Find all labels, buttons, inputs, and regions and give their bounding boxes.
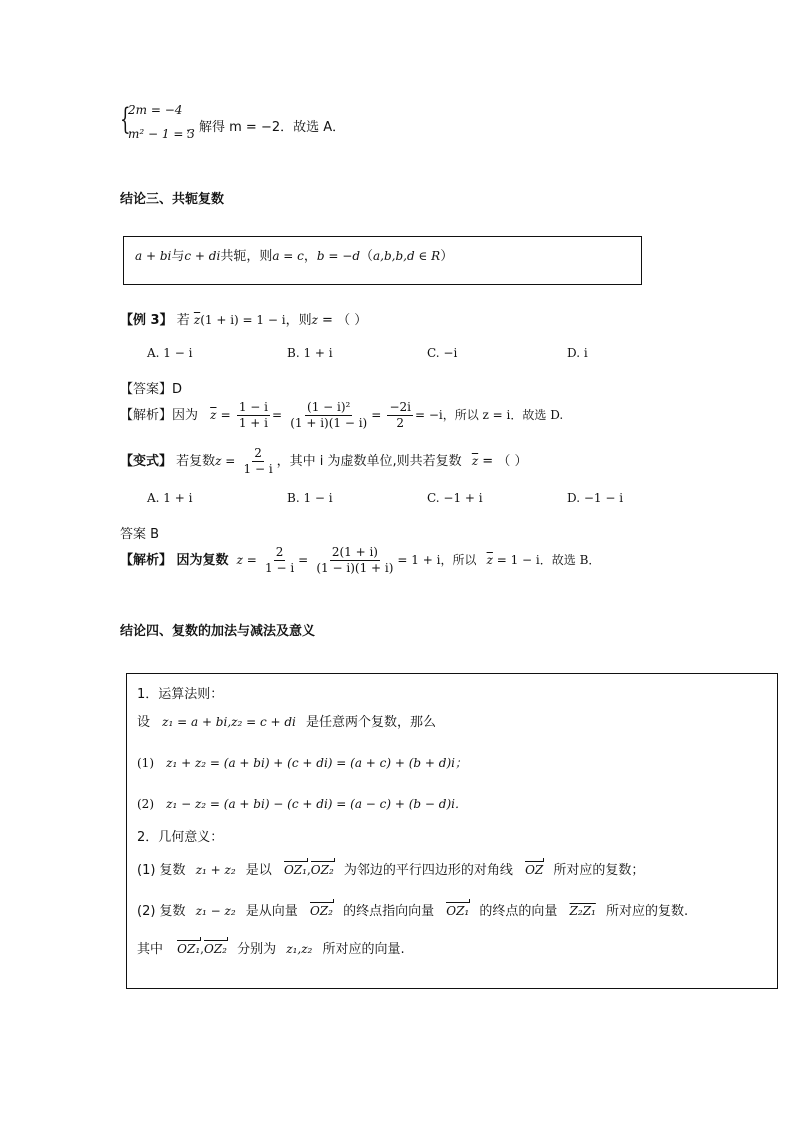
rule-subtraction: [137, 795, 467, 812]
z-conjugate: $\overline{z}$: [471, 454, 479, 468]
vector-oz: OZ: [525, 863, 544, 877]
vector-oz2: OZ₂: [310, 863, 334, 877]
solution-fraction-2-num: 2(1 + i): [331, 545, 378, 559]
expr-z-eq: z =: [236, 553, 257, 567]
comma: ,: [306, 863, 311, 877]
fraction-3: [387, 400, 413, 431]
rule-heading: 1．运算法则：: [137, 687, 224, 702]
geometry-difference: [137, 900, 688, 919]
solve-text: ，解得 m = −2．故选 A．: [186, 120, 346, 135]
example-3-question: [120, 309, 367, 328]
vector-oz1: OZ₁: [283, 863, 307, 877]
expr-z-eq: z =: [215, 454, 236, 468]
rule-addition: [137, 754, 467, 771]
option-b: B. 1 + i: [287, 346, 333, 360]
text-rparen: ）: [440, 249, 454, 264]
blank-paren: = （ ）: [478, 454, 528, 469]
variant-fraction-den: 1 − i: [243, 462, 273, 476]
variant-option-d: D. −1 − i: [567, 491, 624, 505]
vector-oz1: OZ₁: [446, 904, 470, 918]
fraction-1-num: 1 − i: [238, 400, 268, 414]
expr-addition: z₁ + z₂ = (a + bi) + (c + di) = (a + c) + (b + d)i；: [166, 756, 468, 770]
expr-a-bi: a + bi: [135, 249, 172, 263]
fraction-2-den: (1 + i)(1 − i): [290, 416, 368, 430]
example-3-answer: 【答案】D: [120, 382, 183, 397]
solution-fraction-1-num: 2: [275, 545, 284, 559]
text-endpoint-vector: 的终点的向量: [479, 904, 558, 919]
option-c: C. −i: [427, 346, 458, 360]
text-shi-yi: 是以: [245, 863, 272, 878]
option-d: D. i: [567, 346, 588, 360]
example-label: 【例 3】: [120, 313, 173, 328]
option-a: A. 1 − i: [147, 346, 193, 360]
var-z: z: [311, 313, 318, 327]
text-comma: ，: [303, 249, 317, 264]
conjugate-definition: [135, 245, 453, 264]
geometry-sum: [137, 859, 644, 878]
variant-option-b: B. 1 − i: [287, 491, 333, 505]
blank-paren: = （ ）: [317, 313, 368, 328]
variant-solution: 【解析】 因为复数 z = $\frac{2}{1 - i}$ = $\frac{2(1 + i)}{(1 - i)(1 + i)}$ = 1 + i，所以 $\overline{z} = 1 - i$．故选 B．: [120, 545, 601, 575]
text-from-vector: 是从向量: [245, 904, 298, 919]
left-brace: {: [120, 102, 131, 137]
expr-sum: z₁ + z₂: [195, 863, 236, 877]
solution-fraction-1-den: 1 − i: [265, 561, 295, 575]
equation-2: m² − 1 = 3: [128, 127, 195, 141]
geometry-note: [137, 938, 405, 957]
equals-sign: =: [220, 408, 231, 422]
rule-setup: [137, 711, 436, 730]
expr-z1-z2: z₁,z₂: [286, 942, 313, 956]
solution-tail: = 1 − i．故选 B．: [492, 553, 601, 567]
vector-oz1: OZ₁: [177, 942, 201, 956]
z-conjugate: $\overline{z}$: [486, 553, 493, 567]
comma: ,: [200, 942, 204, 956]
expr-z1-z2-def: z₁ = a + bi,z₂ = c + di: [162, 715, 296, 729]
text-qizhong: 其中: [137, 942, 164, 957]
expr-difference: z₁ − z₂: [195, 904, 236, 918]
equals-sign: =: [371, 408, 382, 422]
text-any-two: 是任意两个复数，那么: [306, 715, 437, 730]
fraction-1-den: 1 + i: [238, 416, 268, 430]
variant-label: 【变式】: [120, 454, 173, 469]
variant-option-c: C. −1 + i: [427, 491, 483, 505]
fraction-1: [237, 400, 270, 431]
variant-option-a: A. 1 + i: [147, 491, 193, 505]
text-she: 设: [137, 715, 151, 730]
variant-answer: 答案 B: [120, 527, 160, 542]
geometry-1-prefix: (1) 复数: [137, 863, 186, 878]
solution-tail: = −i，所以 z = i．故选 D.: [414, 408, 564, 422]
solution-fraction-1: [263, 545, 296, 576]
expr-b-eq-neg-d: b = −d: [316, 249, 361, 263]
text-ruo: 若: [176, 313, 190, 328]
text-respectively: 分别为: [237, 942, 277, 957]
text-ze: ，则: [285, 313, 312, 328]
item-2-prefix: (2): [137, 797, 154, 811]
fraction-3-num: −2i: [389, 400, 411, 414]
fraction-2: [288, 400, 369, 431]
variant-question: [120, 446, 527, 477]
geometry-heading: 2．几何意义：: [137, 830, 224, 845]
equals-sign: =: [271, 408, 283, 422]
geometry-2-prefix: (2) 复数: [137, 904, 186, 919]
vector-oz2: OZ₂: [309, 904, 333, 918]
text-corresponding: 所对应的复数；: [553, 863, 645, 878]
variant-fraction: [242, 446, 275, 477]
z-conjugate: $\overline{z}$: [193, 313, 201, 327]
variant-fraction-num: 2: [254, 446, 262, 460]
text-ruo-fushu: 若复数: [176, 454, 216, 469]
text-corresponding: 所对应的复数.: [605, 904, 689, 919]
solution-fraction-2: [314, 545, 395, 576]
text-endpoint-to: 的终点指向向量: [343, 904, 435, 919]
fraction-2-num: (1 − i)²: [307, 400, 351, 414]
solution-label: 【解析】 因为复数: [120, 553, 229, 568]
text-lparen: （: [360, 249, 374, 264]
example-3-solution: [120, 400, 563, 431]
expr-eq: (1 + i) = 1 − i: [200, 313, 286, 327]
equation-1: 2m = −4: [128, 103, 183, 117]
text-corresponding-vectors: 所对应的向量.: [322, 942, 405, 957]
expr-subtraction: z₁ − z₂ = (a + bi) − (c + di) = (a − c) + (b − d)i．: [166, 797, 468, 811]
solution-label: 【解析】因为: [120, 408, 199, 423]
addition-subtraction-box: [126, 673, 778, 989]
vector-oz2: OZ₂: [203, 942, 227, 956]
variant-text: ，其中 i 为虚数单位,则共若复数: [276, 454, 462, 469]
text-yu: 与: [171, 249, 185, 264]
item-1-prefix: (1): [137, 756, 154, 770]
fraction-3-den: 2: [396, 416, 405, 430]
solution-fraction-2-den: (1 − i)(1 + i): [316, 561, 394, 575]
z-conjugate: $\overline{z}$: [210, 408, 217, 422]
vector-z2z1: Z₂Z₁: [569, 904, 596, 918]
expr-in-r: a,b,b,d ∈ R: [373, 249, 441, 263]
text-diagonal: 为邻边的平行四边形的对角线: [343, 863, 513, 878]
text-conjugate: 共轭，则: [220, 249, 273, 264]
expr-a-eq-c: a = c: [272, 249, 304, 263]
solution-mid: = 1 + i，所以: [397, 553, 477, 567]
section-4-title: 结论四、复数的加法与减法及意义: [120, 624, 316, 639]
expr-c-di: c + di: [184, 249, 221, 263]
conjugate-definition-box: [123, 236, 642, 285]
section-3-title: 结论三、共轭复数: [120, 192, 225, 207]
